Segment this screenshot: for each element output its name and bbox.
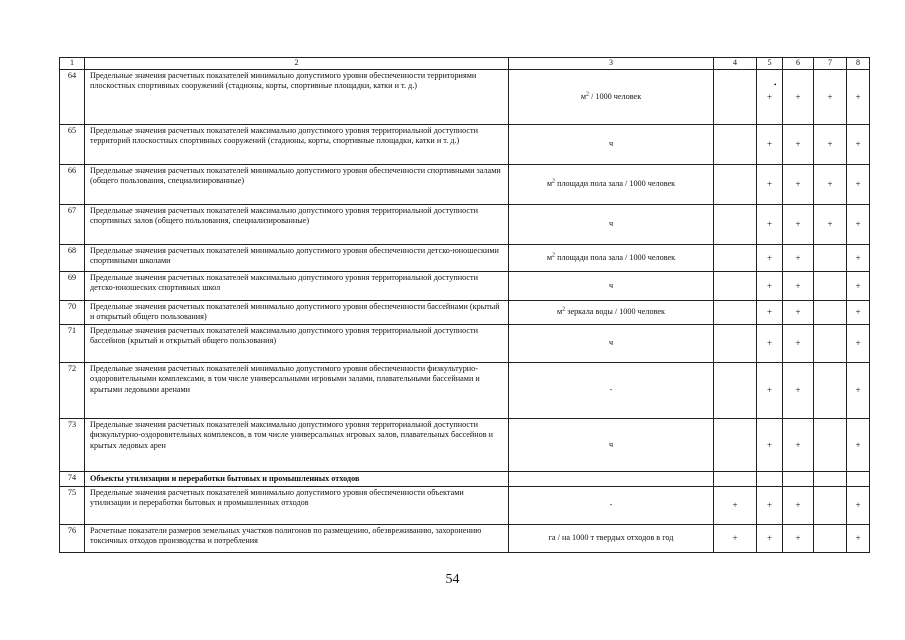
document-page [59, 57, 869, 553]
row-mark: + [814, 205, 847, 245]
row-unit: ч [509, 325, 714, 363]
row-unit: - [509, 363, 714, 419]
column-header: 4 [714, 58, 757, 70]
row-mark: + [847, 272, 870, 301]
row-number: 74 [60, 472, 85, 487]
table-row [60, 125, 870, 165]
row-mark: + [783, 301, 814, 325]
table-row [60, 363, 870, 419]
row-mark [814, 487, 847, 525]
row-mark: + [847, 487, 870, 525]
row-description: Предельные значения расчетных показателей минимально допустимого уровня обеспеченности физкультурно-оздоровительными комплексами, в том числе универсальными игровыми залами, плавательными бассейнами и крытыми ледовыми аренами [85, 363, 509, 419]
row-mark: + [757, 525, 783, 553]
header-row [60, 58, 870, 70]
row-mark: + [847, 205, 870, 245]
row-unit [509, 472, 714, 487]
row-number: 76 [60, 525, 85, 553]
row-description: Предельные значения расчетных показателей максимально допустимого уровня территориальной доступности спортивных залов (общего пользования, специализированные) [85, 205, 509, 245]
column-header: 8 [847, 58, 870, 70]
row-mark: + [783, 70, 814, 125]
row-mark: + [757, 325, 783, 363]
row-mark [714, 272, 757, 301]
table-row [60, 325, 870, 363]
row-mark [714, 125, 757, 165]
row-mark [714, 325, 757, 363]
row-mark: + [757, 363, 783, 419]
row-mark: + [847, 70, 870, 125]
row-mark [714, 472, 757, 487]
row-mark: + [847, 301, 870, 325]
indicators-table [59, 57, 870, 553]
row-number: 72 [60, 363, 85, 419]
table-row [60, 472, 870, 487]
row-number: 65 [60, 125, 85, 165]
row-mark [814, 325, 847, 363]
column-header: 6 [783, 58, 814, 70]
row-number: 71 [60, 325, 85, 363]
row-description: Предельные значения расчетных показателей минимально допустимого уровня обеспеченности территориями плоскостных спортивных сооружений (стадионы, корты, спортивные площадки, катки и т. д.) [85, 70, 509, 125]
page-number: 54 [445, 572, 460, 587]
row-mark: + [814, 165, 847, 205]
row-mark: + [757, 125, 783, 165]
row-number: 68 [60, 245, 85, 272]
row-unit: $м^2 / 1000$ человек [509, 70, 714, 125]
table-row [60, 245, 870, 272]
row-mark: + [757, 419, 783, 472]
row-mark [714, 205, 757, 245]
row-description: Расчетные показатели размеров земельных участков полигонов по размещению, обезвреживанию, захоронению токсичных отходов производства и потребления [85, 525, 509, 553]
row-mark: + [757, 272, 783, 301]
row-mark: + [847, 419, 870, 472]
row-mark: + [783, 487, 814, 525]
row-mark: + [783, 245, 814, 272]
row-mark: + [783, 165, 814, 205]
row-mark: + [814, 70, 847, 125]
column-header: 7 [814, 58, 847, 70]
row-mark: + [783, 363, 814, 419]
row-unit: $м^2$ площади пола зала / 1000 человек [509, 245, 714, 272]
column-header: 3 [509, 58, 714, 70]
row-mark: + [847, 325, 870, 363]
row-mark: + [783, 125, 814, 165]
table-row [60, 301, 870, 325]
row-number: 69 [60, 272, 85, 301]
row-description: Предельные значения расчетных показателей минимально допустимого уровня обеспеченности бассейнами (крытый и открытый общего пользования) [85, 301, 509, 325]
row-mark: + [783, 525, 814, 553]
row-mark [814, 301, 847, 325]
row-number: 67 [60, 205, 85, 245]
row-mark: + [757, 245, 783, 272]
row-mark [714, 245, 757, 272]
row-mark [847, 472, 870, 487]
column-header: 2 [85, 58, 509, 70]
row-mark [814, 245, 847, 272]
column-header: 1 [60, 58, 85, 70]
row-description: Предельные значения расчетных показателей минимально допустимого уровня обеспеченности детско-юношескими спортивными школами [85, 245, 509, 272]
row-unit: ч [509, 272, 714, 301]
row-mark: + [757, 301, 783, 325]
table-row [60, 165, 870, 205]
row-unit: ч [509, 205, 714, 245]
row-description: Предельные значения расчетных показателей минимально допустимого уровня обеспеченности спортивными залами (общего пользования, специализированные) [85, 165, 509, 205]
row-mark: + [847, 125, 870, 165]
row-mark [814, 419, 847, 472]
row-mark: + [757, 165, 783, 205]
row-unit: $м^2$ площади пола зала / 1000 человек [509, 165, 714, 205]
row-mark: + [847, 525, 870, 553]
table-row [60, 487, 870, 525]
row-mark: + [847, 363, 870, 419]
table-row [60, 272, 870, 301]
row-mark: + [757, 70, 783, 125]
row-mark: + [783, 325, 814, 363]
table-row [60, 525, 870, 553]
row-unit: ч [509, 419, 714, 472]
row-number: 70 [60, 301, 85, 325]
row-unit: га / на 1000 т твердых отходов в год [509, 525, 714, 553]
row-mark: + [714, 487, 757, 525]
table-row [60, 70, 870, 125]
row-mark: + [757, 487, 783, 525]
row-mark [714, 363, 757, 419]
row-mark: + [847, 165, 870, 205]
row-number: 75 [60, 487, 85, 525]
row-mark: + [814, 125, 847, 165]
row-mark [714, 70, 757, 125]
row-description: Предельные значения расчетных показателей минимально допустимого уровня обеспеченности объектами утилизации и переработки бытовых и промышленных отходов [85, 487, 509, 525]
row-description: Объекты утилизации и переработки бытовых и промышленных отходов [85, 472, 509, 487]
row-mark [757, 472, 783, 487]
row-mark [814, 272, 847, 301]
row-mark: + [783, 419, 814, 472]
row-description: Предельные значения расчетных показателей максимально допустимого уровня территориальной доступности бассейнов (крытый и открытый общего пользования) [85, 325, 509, 363]
table-row [60, 205, 870, 245]
row-mark: + [783, 205, 814, 245]
row-mark [714, 419, 757, 472]
row-mark [814, 472, 847, 487]
row-unit: ч [509, 125, 714, 165]
row-mark: + [757, 205, 783, 245]
row-mark: + [847, 245, 870, 272]
row-description: Предельные значения расчетных показателей максимально допустимого уровня территориальной доступности детско-юношеских спортивных школ [85, 272, 509, 301]
row-mark [814, 525, 847, 553]
row-mark [714, 301, 757, 325]
row-number: 64 [60, 70, 85, 125]
row-description: Предельные значения расчетных показателей максимально допустимого уровня территориальной доступности физкультурно-оздоровительных комплексов, в том числе универсальных игровых залов, плавательных бассейнов и крытых ледовых арен [85, 419, 509, 472]
row-mark: + [783, 272, 814, 301]
row-number: 66 [60, 165, 85, 205]
table-row [60, 419, 870, 472]
row-unit: $м^2$ зеркала воды / 1000 человек [509, 301, 714, 325]
row-description: Предельные значения расчетных показателей максимально допустимого уровня территориальной доступности территорий плоскостных спортивных сооружений (стадионы, корты, спортивные площадки, катки и т. д.) [85, 125, 509, 165]
row-mark [783, 472, 814, 487]
row-number: 73 [60, 419, 85, 472]
column-header: 5 [757, 58, 783, 70]
stray-mark: • [774, 81, 777, 89]
row-mark: + [714, 525, 757, 553]
row-mark [814, 363, 847, 419]
row-unit: - [509, 487, 714, 525]
row-mark [714, 165, 757, 205]
